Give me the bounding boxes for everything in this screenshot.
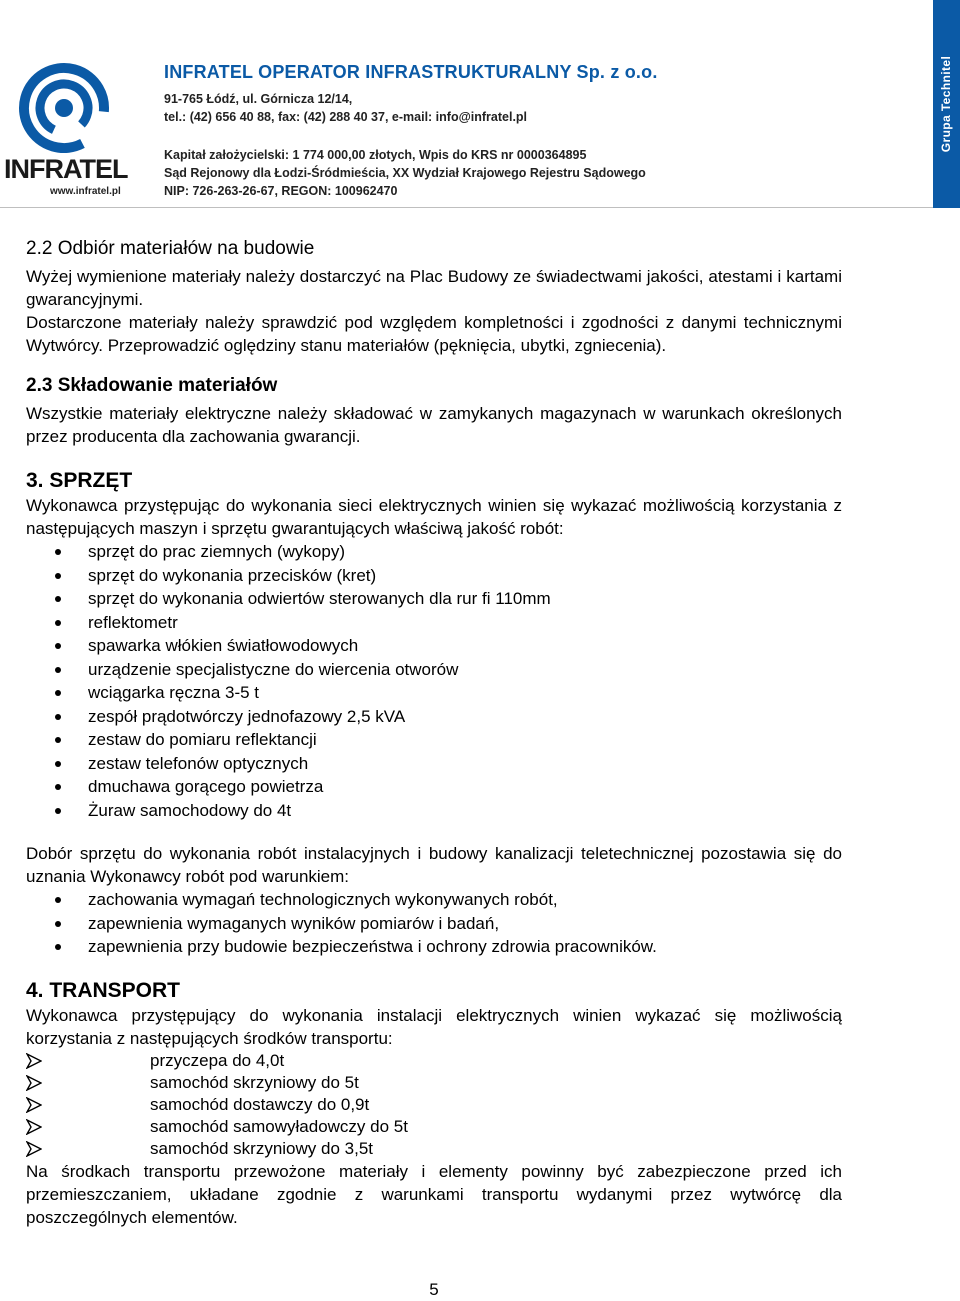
transport-list	[26, 1050, 842, 1160]
list-item	[26, 1116, 842, 1138]
list-item	[26, 1050, 842, 1072]
logo-wordmark: INFRATEL	[4, 154, 128, 184]
list-item-label: samochód skrzyniowy do 5t	[150, 1072, 359, 1092]
arrow-bullet-icon	[26, 1119, 42, 1135]
section-2-3	[26, 373, 842, 448]
company-contact: tel.: (42) 656 40 88, fax: (42) 288 40 37, e-mail: info@infratel.pl	[164, 110, 528, 124]
section-2-3-paragraph: Wszystkie materiały elektryczne należy składować w zamykanych magazynach w warunkach określonych przez producenta dla zachowania gwarancji.	[26, 404, 842, 446]
list-item-label: samochód dostawczy do 0,9t	[150, 1094, 370, 1114]
document-body	[26, 236, 842, 1229]
company-address: 91-765 Łódź, ul. Górnicza 12/14,	[164, 92, 353, 106]
section-2-2-paragraph-1: Wyżej wymienione materiały należy dostarczyć na Plac Budowy ze świadectwami jakości, atestami i kartami gwarancyjnymi.	[26, 267, 842, 309]
company-court: Sąd Rejonowy dla Łodzi-Śródmieścia, XX Wydział Krajowego Rejestru Sądowego	[164, 166, 646, 180]
arrow-bullet-icon	[26, 1141, 42, 1157]
list-item: zachowania wymagań technologicznych wykonywanych robót,	[26, 888, 842, 912]
section-4-outro: Na środkach transportu przewożone materiały i elementy powinny być zabezpieczone przed ich przemieszczaniem, układane zgodnie z warunkami transportu wydanymi przez wytwórcę dla poszczególnych elementów.	[26, 1161, 842, 1227]
list-item: zespół prądotwórczy jednofazowy 2,5 kVA	[26, 705, 842, 729]
section-3	[26, 467, 842, 959]
list-item	[26, 1138, 842, 1160]
page-number: 5	[429, 1280, 439, 1299]
section-3-intro: Wykonawca przystępując do wykonania sieci elektrycznych winien się wykazać możliwością korzystania z następujących maszyn i sprzętu gwarantujących właściwą jakość robót:	[26, 496, 842, 538]
list-item-label: samochód samowyładowczy do 5t	[150, 1116, 408, 1136]
section-2-3-heading: 2.3 Składowanie materiałów	[26, 375, 278, 396]
section-4-intro: Wykonawca przystępujący do wykonania instalacji elektrycznych winien wykazać się możliwością korzystania z następujących środków transportu:	[26, 1005, 842, 1048]
company-name: INFRATEL OPERATOR INFRASTRUKTURALNY Sp. z o.o.	[164, 62, 658, 82]
list-item: reflektometr	[26, 611, 842, 635]
list-item-label: samochód skrzyniowy do 3,5t	[150, 1138, 373, 1158]
list-item: sprzęt do prac ziemnych (wykopy)	[26, 540, 842, 564]
section-2-2	[26, 236, 842, 357]
section-3-paragraph-2: Dobór sprzętu do wykonania robót instalacyjnych i budowy kanalizacji teletechnicznej pozostawia się do uznania Wykonawcy robót pod warunkiem:	[26, 844, 842, 886]
company-nip: NIP: 726-263-26-67, REGON: 100962470	[164, 184, 398, 198]
logo-swoosh-icon	[4, 56, 114, 156]
conditions-list	[26, 888, 842, 959]
company-capital: Kapitał założycielski: 1 774 000,00 złotych, Wpis do KRS nr 0000364895	[164, 148, 587, 162]
arrow-bullet-icon	[26, 1053, 42, 1069]
equipment-list	[26, 540, 842, 822]
section-4	[26, 977, 842, 1229]
section-2-2-heading: 2.2 Odbiór materiałów na budowie	[26, 238, 315, 259]
arrow-bullet-icon	[26, 1075, 42, 1091]
letterhead	[0, 0, 960, 208]
company-logo	[4, 56, 128, 201]
header-divider	[0, 207, 933, 208]
list-item: zapewnienia przy budowie bezpieczeństwa i ochrony zdrowia pracowników.	[26, 935, 842, 959]
list-item	[26, 1072, 842, 1094]
list-item: zestaw telefonów optycznych	[26, 752, 842, 776]
section-2-2-paragraph-2: Dostarczone materiały należy sprawdzić pod względem kompletności i zgodności z danymi technicznymi Wytwórcy. Przeprowadzić oględziny stanu materiałów (pęknięcia, ubytki, zgniecenia).	[26, 313, 842, 355]
group-label: Grupa Technitel	[939, 55, 953, 153]
list-item: wciągarka ręczna 3-5 t	[26, 681, 842, 705]
list-item-label: przyczepa do 4,0t	[150, 1050, 285, 1070]
list-item: sprzęt do wykonania przecisków (kret)	[26, 564, 842, 588]
list-item: Żuraw samochodowy do 4t	[26, 799, 842, 823]
list-item: dmuchawa gorącego powietrza	[26, 775, 842, 799]
arrow-bullet-icon	[26, 1097, 42, 1113]
logo-url: www.infratel.pl	[50, 186, 121, 197]
list-item: zapewnienia wymaganych wyników pomiarów i badań,	[26, 912, 842, 936]
list-item	[26, 1094, 842, 1116]
list-item: sprzęt do wykonania odwiertów sterowanych dla rur fi 110mm	[26, 587, 842, 611]
list-item: zestaw do pomiaru reflektancji	[26, 728, 842, 752]
list-item: urządzenie specjalistyczne do wiercenia otworów	[26, 658, 842, 682]
section-4-heading: 4. TRANSPORT	[26, 978, 181, 1002]
list-item: spawarka włókien światłowodowych	[26, 634, 842, 658]
group-side-tab	[933, 0, 960, 208]
section-3-heading: 3. SPRZĘT	[26, 469, 133, 492]
